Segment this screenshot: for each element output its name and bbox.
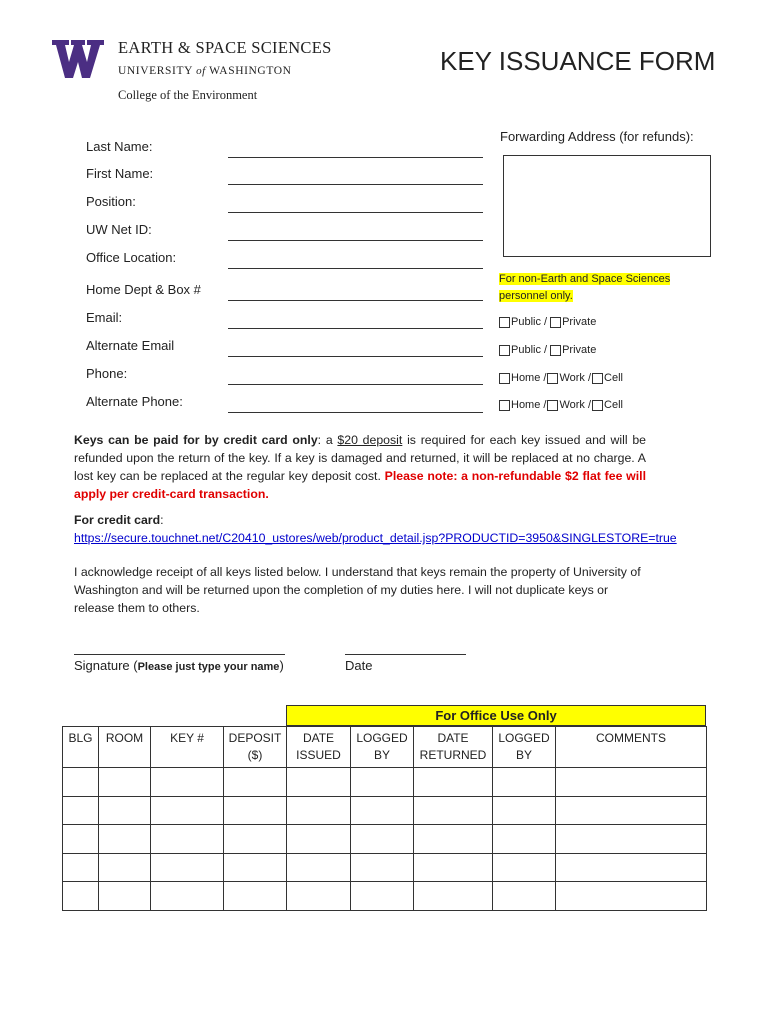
table-cell[interactable]: [151, 882, 224, 911]
home-dept-label: Home Dept & Box #: [86, 282, 201, 297]
table-cell[interactable]: [224, 825, 287, 854]
table-row: [63, 882, 707, 911]
department-name: EARTH & SPACE SCIENCES: [118, 38, 332, 57]
forwarding-address-label: Forwarding Address (for refunds):: [500, 129, 694, 144]
home-dept-field[interactable]: [228, 300, 483, 301]
table-cell[interactable]: [493, 853, 556, 882]
email-label: Email:: [86, 310, 123, 325]
alt-phone-label: Alternate Phone:: [86, 394, 183, 409]
alt-phone-home-checkbox[interactable]: [499, 400, 510, 411]
phone-cell-checkbox[interactable]: [592, 373, 603, 384]
alt-email-label: Alternate Email: [86, 338, 175, 353]
table-cell[interactable]: [414, 853, 493, 882]
table-cell[interactable]: [493, 825, 556, 854]
table-cell[interactable]: [556, 796, 707, 825]
alt-phone-field[interactable]: [228, 412, 483, 413]
table-cell[interactable]: [493, 882, 556, 911]
table-cell[interactable]: [351, 796, 414, 825]
table-cell[interactable]: [99, 825, 151, 854]
date-field[interactable]: [345, 654, 466, 655]
alt-email-field[interactable]: [228, 356, 483, 357]
table-cell[interactable]: [556, 768, 707, 797]
alt-phone-cell-checkbox[interactable]: [592, 400, 603, 411]
table-cell[interactable]: [63, 853, 99, 882]
table-cell[interactable]: [351, 882, 414, 911]
phone-work-checkbox[interactable]: [547, 373, 558, 384]
last-name-label: Last Name:: [86, 139, 153, 154]
payment-info: Keys can be paid for by credit card only: a $20 deposit is required for each key issued and will be refunded upon the return of the key. If a key is damaged and returned, it will be replaced at no charge. A lost key can be replaced at the regular key deposit cost. Please note: a non-refundable $2 flat fee will apply per credit-card transaction.: [74, 433, 646, 501]
alt-email-public-checkbox[interactable]: [499, 345, 510, 356]
table-row: [63, 825, 707, 854]
forwarding-address-box[interactable]: [503, 155, 711, 257]
header-logged-by-issued: LOGGED BY: [351, 727, 414, 768]
header-date-returned: DATE RETURNED: [414, 727, 493, 768]
table-cell[interactable]: [99, 796, 151, 825]
uw-net-id-label: UW Net ID:: [86, 222, 152, 237]
table-cell[interactable]: [63, 882, 99, 911]
table-cell[interactable]: [151, 853, 224, 882]
phone-label: Phone:: [86, 366, 128, 381]
table-cell[interactable]: [99, 882, 151, 911]
table-cell[interactable]: [224, 853, 287, 882]
table-row: [63, 796, 707, 825]
office-use-banner: For Office Use Only: [286, 705, 706, 726]
table-cell[interactable]: [99, 768, 151, 797]
table-cell[interactable]: [414, 882, 493, 911]
acknowledgement-text: I acknowledge receipt of all keys listed below. I understand that keys remain the property of University of Washington and will be returned upon the completion of my duties here. I will not duplicate keys or release them to others.: [74, 565, 641, 615]
table-cell[interactable]: [493, 796, 556, 825]
table-cell[interactable]: [287, 825, 351, 854]
email-public-checkbox[interactable]: [499, 317, 510, 328]
position-field[interactable]: [228, 212, 483, 213]
header-date-issued: DATE ISSUED: [287, 727, 351, 768]
table-cell[interactable]: [63, 768, 99, 797]
table-cell[interactable]: [63, 825, 99, 854]
table-cell[interactable]: [287, 768, 351, 797]
first-name-label: First Name:: [86, 166, 154, 181]
table-cell[interactable]: [287, 853, 351, 882]
university-name: UNIVERSITY of WASHINGTON: [118, 65, 292, 77]
uw-net-id-field[interactable]: [228, 240, 483, 241]
table-cell[interactable]: [151, 825, 224, 854]
phone-field[interactable]: [228, 384, 483, 385]
email-type-options: Public / Private: [499, 316, 596, 328]
table-cell[interactable]: [556, 853, 707, 882]
table-cell[interactable]: [414, 768, 493, 797]
header-comments: COMMENTS: [556, 727, 707, 768]
header-blg: BLG: [63, 727, 99, 768]
table-row: [63, 768, 707, 797]
table-cell[interactable]: [351, 825, 414, 854]
signature-label: Signature (Please just type your name): [74, 658, 284, 673]
alt-phone-work-checkbox[interactable]: [547, 400, 558, 411]
office-location-field[interactable]: [228, 268, 483, 269]
alt-phone-type-options: Home / Work / Cell: [499, 399, 623, 411]
form-title: KEY ISSUANCE FORM: [440, 46, 716, 76]
credit-card-link[interactable]: https://secure.touchnet.net/C20410_ustores/web/product_detail.jsp?PRODUCTID=3950&SINGLESTORE=true: [74, 531, 677, 545]
table-cell[interactable]: [63, 796, 99, 825]
signature-field[interactable]: [74, 654, 285, 655]
header-deposit: DEPOSIT ($): [224, 727, 287, 768]
uw-w-logo-icon: [52, 40, 104, 78]
college-name: College of the Environment: [118, 88, 258, 102]
position-label: Position:: [86, 194, 136, 209]
table-header-row: [63, 727, 707, 768]
table-row: [63, 853, 707, 882]
first-name-field[interactable]: [228, 184, 483, 185]
non-ess-note: For non-Earth and Space Sciences personnel only.: [499, 273, 671, 302]
table-cell[interactable]: [414, 825, 493, 854]
table-cell[interactable]: [151, 768, 224, 797]
email-private-checkbox[interactable]: [550, 317, 561, 328]
table-cell[interactable]: [351, 853, 414, 882]
header-room: ROOM: [99, 727, 151, 768]
phone-home-checkbox[interactable]: [499, 373, 510, 384]
table-cell[interactable]: [556, 825, 707, 854]
email-field[interactable]: [228, 328, 483, 329]
table-cell[interactable]: [414, 796, 493, 825]
table-cell[interactable]: [99, 853, 151, 882]
alt-email-private-checkbox[interactable]: [550, 345, 561, 356]
table-cell[interactable]: [224, 882, 287, 911]
table-cell[interactable]: [287, 882, 351, 911]
alt-email-type-options: Public / Private: [499, 344, 596, 356]
table-cell[interactable]: [351, 768, 414, 797]
table-cell[interactable]: [493, 768, 556, 797]
last-name-field[interactable]: [228, 157, 483, 158]
office-location-label: Office Location:: [86, 250, 177, 265]
header-logged-by-returned: LOGGED BY: [493, 727, 556, 768]
table-cell[interactable]: [224, 768, 287, 797]
header-key: KEY #: [151, 727, 224, 768]
table-cell[interactable]: [151, 796, 224, 825]
table-cell[interactable]: [556, 882, 707, 911]
uw-logo: [52, 40, 104, 83]
keys-table: [62, 726, 707, 911]
credit-card-label: For credit card:: [74, 513, 164, 527]
date-label: Date: [345, 658, 373, 673]
table-cell[interactable]: [224, 796, 287, 825]
table-cell[interactable]: [287, 796, 351, 825]
phone-type-options: Home / Work / Cell: [499, 372, 623, 384]
